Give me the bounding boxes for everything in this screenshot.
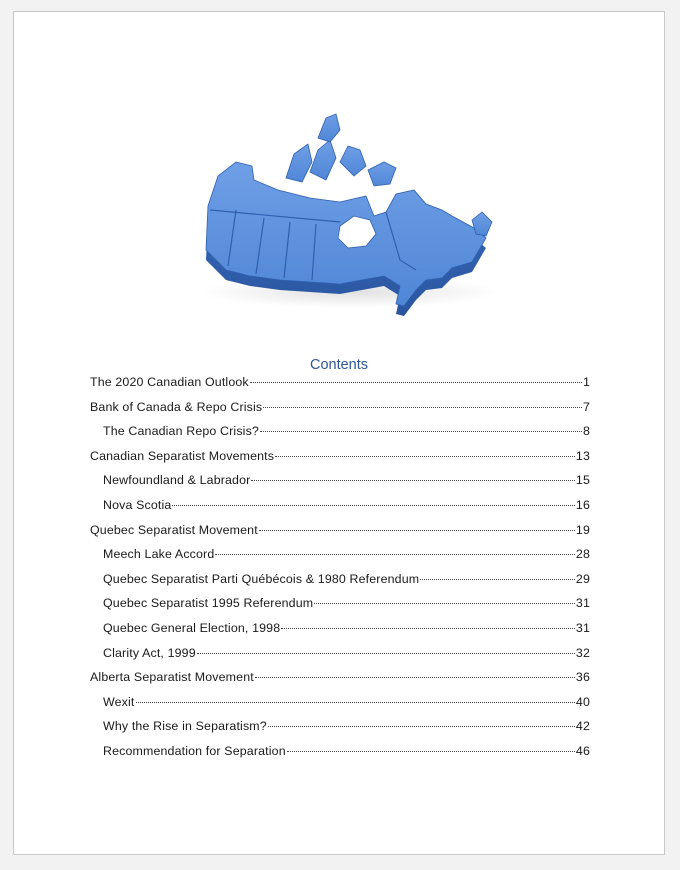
- toc-leader-dots: [136, 702, 575, 703]
- toc-entry-label: Bank of Canada & Repo Crisis: [90, 399, 263, 414]
- toc-entry[interactable]: [90, 744, 590, 769]
- toc-leader-dots: [314, 603, 575, 604]
- toc-entry[interactable]: [90, 473, 590, 498]
- toc-entry-label: Wexit: [103, 694, 135, 709]
- toc-entry-label: Nova Scotia: [103, 497, 172, 512]
- toc-entry[interactable]: [90, 547, 590, 572]
- toc-entry[interactable]: [90, 523, 590, 548]
- document-page: [13, 11, 665, 855]
- toc-entry-label: Newfoundland & Labrador: [103, 473, 251, 488]
- toc-entry-page: 8: [582, 424, 590, 439]
- toc-entry-page: 32: [575, 645, 590, 660]
- toc-entry[interactable]: [90, 621, 590, 646]
- toc-entry[interactable]: [90, 449, 590, 474]
- toc-entry-page: 29: [575, 571, 590, 586]
- toc-entry-page: 31: [575, 620, 590, 635]
- toc-entry-label: The 2020 Canadian Outlook: [90, 375, 249, 389]
- toc-entry-page: 36: [575, 670, 590, 685]
- toc-entry-label: Why the Rise in Separatism?: [103, 719, 267, 734]
- toc-entry-page: 7: [582, 399, 590, 414]
- toc-entry[interactable]: [90, 424, 590, 449]
- toc-entry-label: Alberta Separatist Movement: [90, 670, 254, 685]
- toc-entry-label: Quebec Separatist Parti Québécois & 1980 Referendum: [103, 571, 420, 586]
- toc-entry-label: Canadian Separatist Movements: [90, 448, 275, 463]
- toc-entry[interactable]: [90, 719, 590, 744]
- toc-leader-dots: [268, 726, 575, 727]
- toc-entry-page: 42: [575, 719, 590, 734]
- toc-leader-dots: [259, 530, 575, 531]
- toc-entry[interactable]: [90, 498, 590, 523]
- toc-entry-page: 16: [575, 497, 590, 512]
- toc-entry-page: 15: [575, 473, 590, 488]
- toc-leader-dots: [251, 480, 574, 481]
- toc-heading: Contents: [309, 357, 369, 373]
- toc-entry-page: 13: [575, 448, 590, 463]
- toc-entry-label: Quebec Separatist Movement: [90, 522, 258, 537]
- toc-leader-dots: [197, 653, 575, 654]
- toc-leader-dots: [287, 751, 575, 752]
- toc-entry-page: 31: [575, 596, 590, 611]
- toc-leader-dots: [215, 554, 575, 555]
- toc-entry[interactable]: [90, 646, 590, 671]
- toc-entry-page: 28: [575, 547, 590, 562]
- toc-leader-dots: [281, 628, 575, 629]
- toc-entry-label: Clarity Act, 1999: [103, 645, 196, 660]
- canada-map-image: [190, 110, 510, 320]
- toc-entry-label: Quebec Separatist 1995 Referendum: [103, 596, 314, 611]
- toc-leader-dots: [420, 579, 575, 580]
- toc-leader-dots: [263, 407, 582, 408]
- toc-leader-dots: [260, 431, 582, 432]
- toc-leader-dots: [250, 382, 582, 383]
- toc-entry[interactable]: [90, 695, 590, 720]
- toc-entry[interactable]: [90, 596, 590, 621]
- table-of-contents: [90, 375, 590, 769]
- toc-leader-dots: [172, 505, 574, 506]
- toc-entry[interactable]: [90, 400, 590, 425]
- toc-entry-page: 40: [575, 694, 590, 709]
- toc-leader-dots: [255, 677, 575, 678]
- toc-entry[interactable]: [90, 572, 590, 597]
- toc-entry-label: Quebec General Election, 1998: [103, 620, 281, 635]
- toc-entry[interactable]: [90, 375, 590, 400]
- toc-entry[interactable]: [90, 670, 590, 695]
- toc-entry-label: Meech Lake Accord: [103, 547, 215, 562]
- toc-entry-page: 1: [582, 375, 590, 389]
- toc-leader-dots: [275, 456, 575, 457]
- toc-entry-page: 19: [575, 522, 590, 537]
- toc-entry-label: Recommendation for Separation: [103, 743, 286, 758]
- toc-entry-label: The Canadian Repo Crisis?: [103, 424, 259, 439]
- toc-entry-page: 46: [575, 743, 590, 758]
